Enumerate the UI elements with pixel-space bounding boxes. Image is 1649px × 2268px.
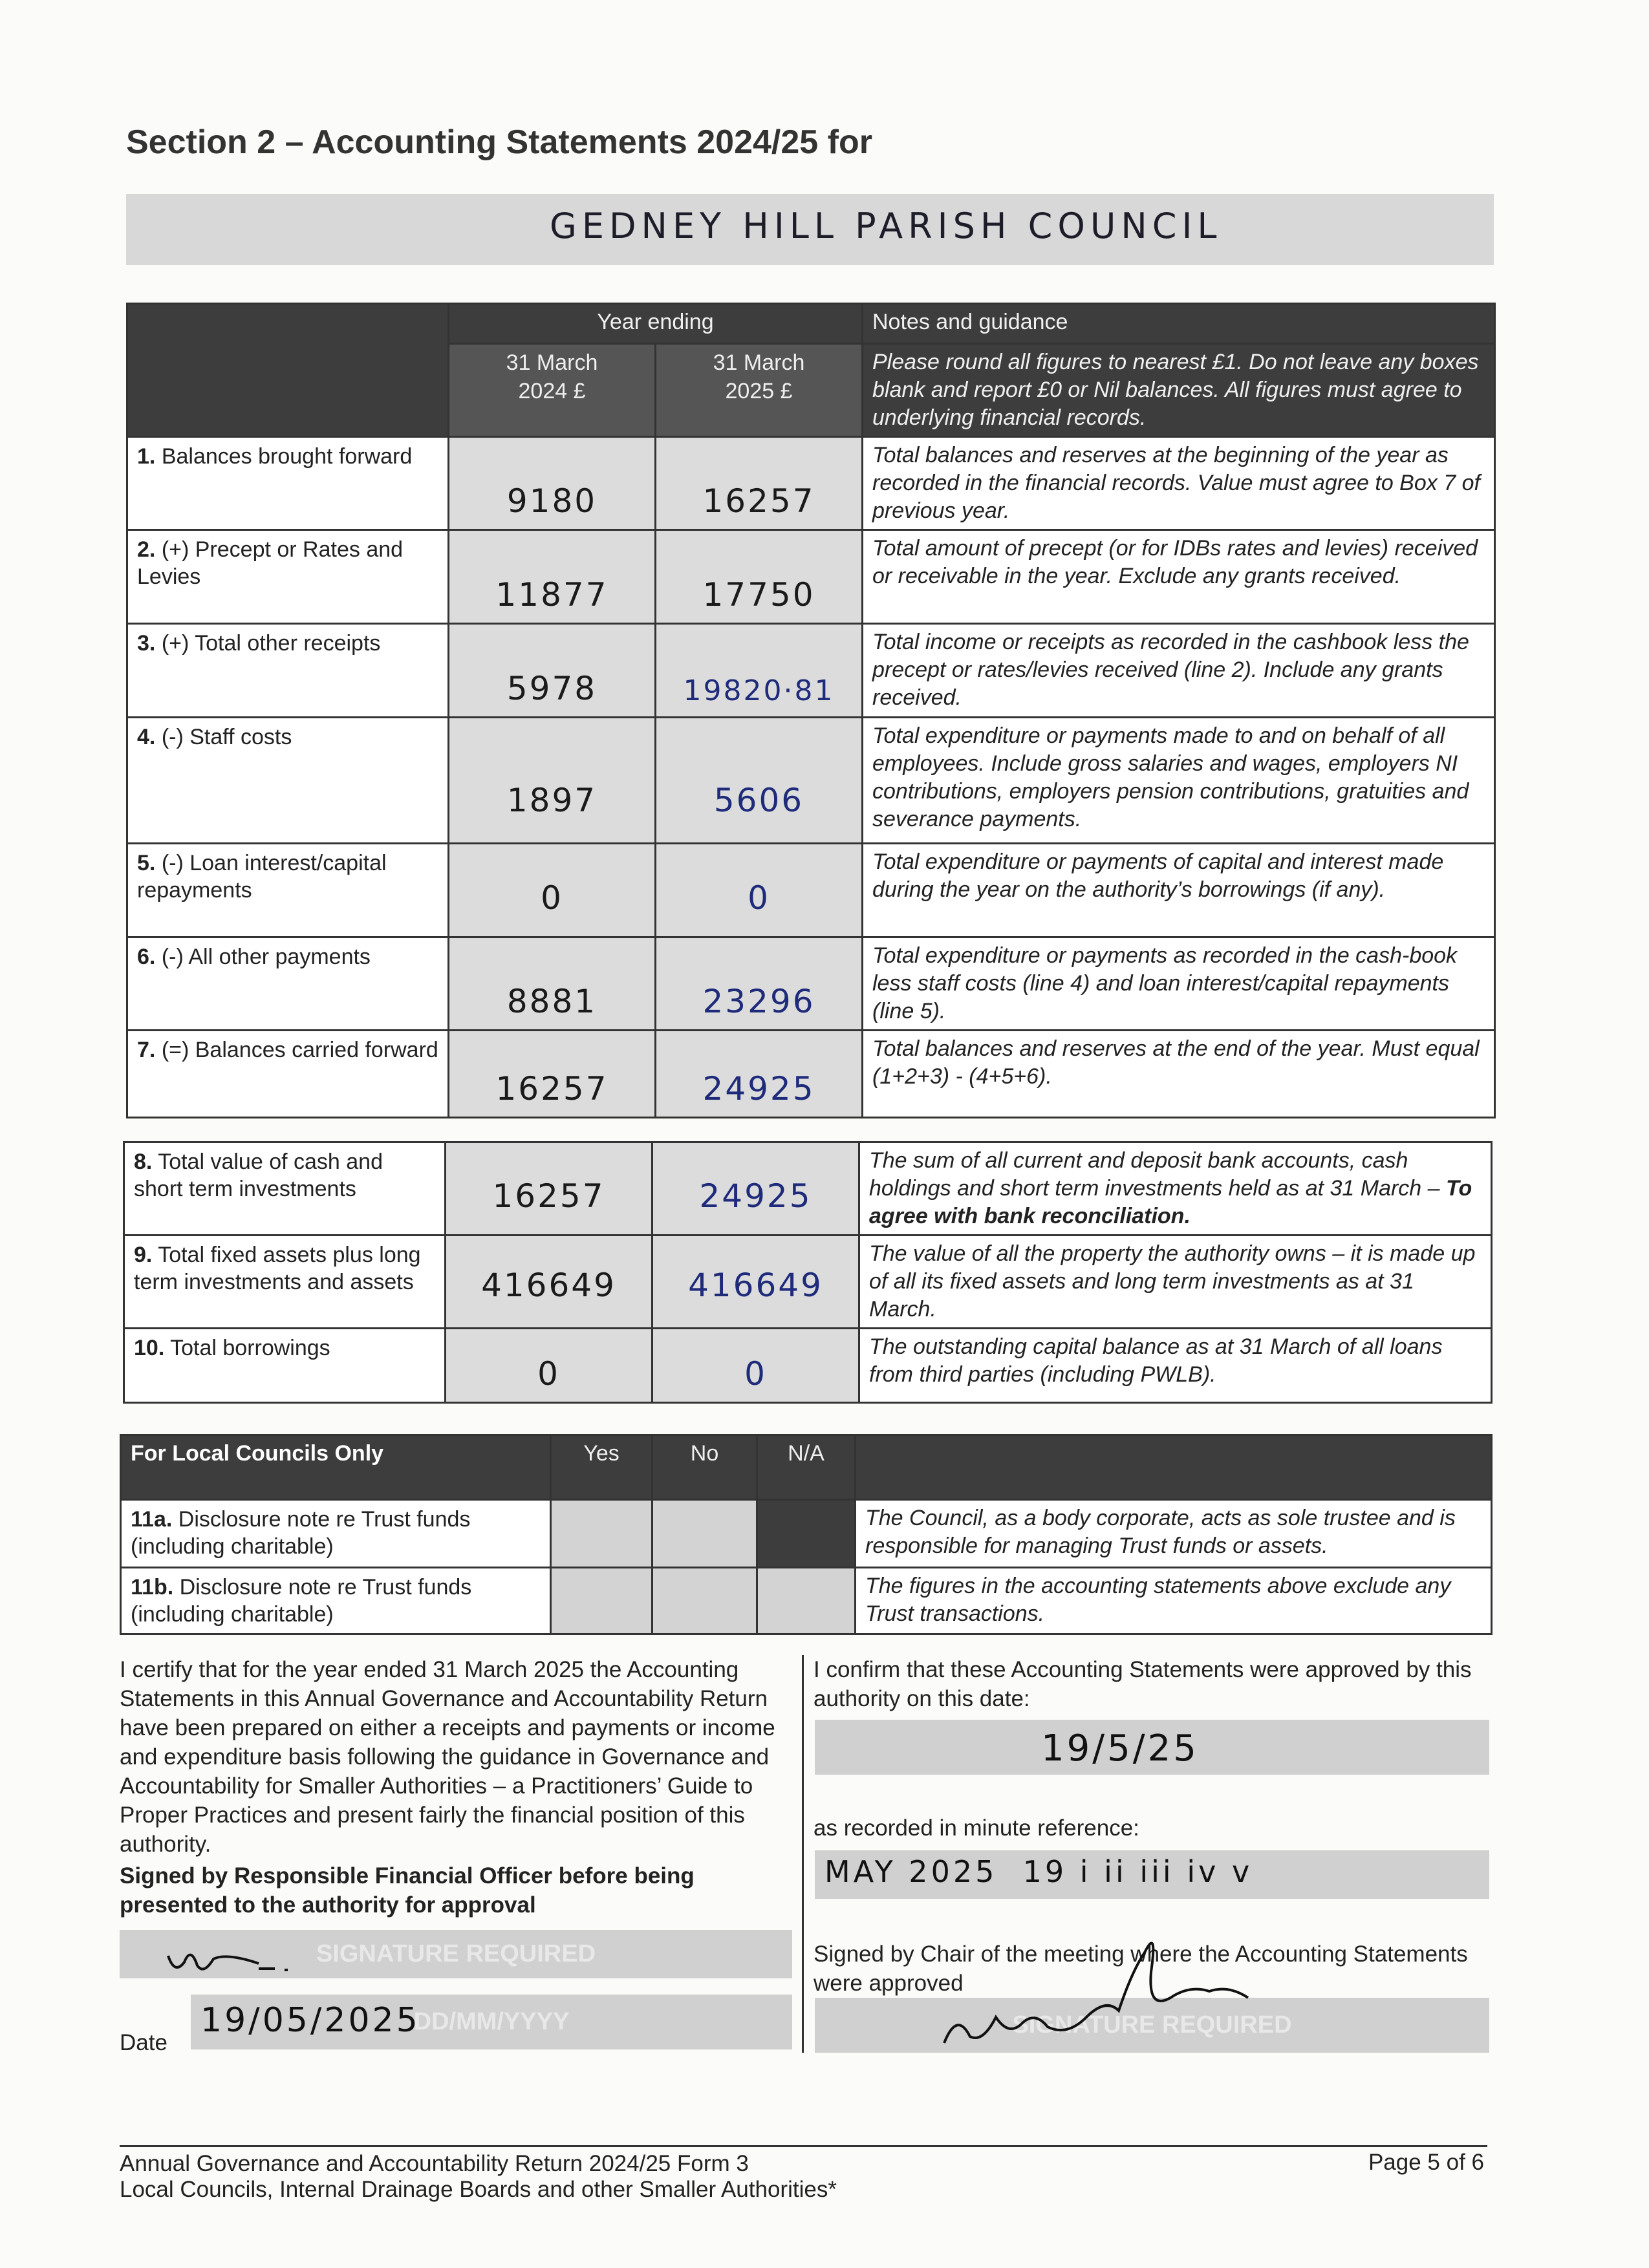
value-2024-cell[interactable] xyxy=(446,1236,652,1329)
value-2024-cell[interactable] xyxy=(449,844,656,937)
value-2024: 0 xyxy=(537,1355,560,1393)
value-2024-cell[interactable] xyxy=(449,1031,656,1118)
footer-line-1: Annual Governance and Accountability Return 2024/25 Form 3 xyxy=(120,2151,749,2176)
col-2024-label: 31 March 2024 £ xyxy=(506,350,598,403)
rfo-date-placeholder: DD/MM/YYYY xyxy=(413,2008,570,2035)
row-label xyxy=(127,624,449,718)
row-label xyxy=(127,718,449,844)
row-label xyxy=(127,1031,449,1118)
value-2024-cell[interactable] xyxy=(449,437,656,530)
yes-checkbox[interactable] xyxy=(551,1500,652,1568)
table-row xyxy=(127,530,1495,624)
chair-signed-label: Signed by Chair of the meeting where the Accounting Statements were approved xyxy=(814,1942,1468,1996)
table-row xyxy=(121,1500,1492,1568)
na-checkbox[interactable] xyxy=(757,1568,856,1634)
row-number: 11a. xyxy=(131,1507,173,1532)
value-2025-cell[interactable] xyxy=(656,937,863,1031)
no-checkbox[interactable] xyxy=(652,1500,757,1568)
row-label xyxy=(127,937,449,1031)
value-2025: 5606 xyxy=(713,782,804,819)
notes-header: Notes and guidance xyxy=(863,304,1495,344)
table-row xyxy=(127,937,1495,1031)
row-label-text: (-) Loan interest/capital repayments xyxy=(137,851,387,903)
table-row xyxy=(124,1142,1492,1236)
divider xyxy=(802,1655,804,2053)
row-number: 6. xyxy=(137,945,156,969)
row-note: Total balances and reserves at the beginning of the year as recorded in the financial records. Value must agree to Box 7 of previous year. xyxy=(863,437,1495,530)
table-row xyxy=(124,1236,1492,1329)
row-label-text: Total borrowings xyxy=(170,1336,330,1360)
row-label-text: Total fixed assets plus long term investments and assets xyxy=(134,1243,421,1294)
value-2024-cell[interactable] xyxy=(449,624,656,718)
row-label-text: (+) Total other receipts xyxy=(161,631,381,656)
row-number: 3. xyxy=(137,631,156,656)
row-label-text: Balances brought forward xyxy=(161,444,413,469)
rfo-certification xyxy=(120,1655,792,1920)
col-2024-header xyxy=(449,344,656,437)
row-note xyxy=(859,1142,1492,1236)
row-label-text: (-) All other payments xyxy=(161,945,371,969)
row-note: The value of all the property the authority owns – it is made up of all its fixed assets and long term investments as at 31 March. xyxy=(859,1236,1492,1329)
value-2024: 1897 xyxy=(506,782,598,819)
value-2024: 416649 xyxy=(481,1267,616,1304)
row-label-text: Total value of cash and short term investments xyxy=(134,1150,383,1201)
row-label xyxy=(121,1500,551,1568)
row-note: Total expenditure or payments made to and on behalf of all employees. Include gross salaries and wages, employers NI contributions, employers pension contributions, gratuities and severance payments. xyxy=(863,718,1495,844)
table-row xyxy=(127,844,1495,937)
authority-name: GEDNEY HILL PARISH COUNCIL xyxy=(550,206,1222,246)
certification-text: I certify that for the year ended 31 March 2025 the Accounting Statements in this Annual Governance and Accountability Return have been prepared on either a receipts and payments or income and expenditure basis following the guidance in Governance and Accountability for Smaller Authorities – a Practitioners’ Guide to Proper Practices and present fairly the financial position of this authority. xyxy=(120,1657,775,1857)
value-2024: 16257 xyxy=(495,1070,609,1107)
local-councils-table xyxy=(120,1434,1493,1635)
row-note-text: The sum of all current and deposit bank accounts, cash holdings and short term investments held as at 31 March – xyxy=(869,1148,1440,1201)
table-row xyxy=(127,624,1495,718)
col-2025-header xyxy=(656,344,863,437)
row-label-text: (=) Balances carried forward xyxy=(161,1038,438,1062)
row-note: Total income or receipts as recorded in the cashbook less the precept or rates/levies received (line 2). Include any grants received. xyxy=(863,624,1495,718)
value-2024-cell[interactable] xyxy=(446,1142,652,1236)
yes-checkbox[interactable] xyxy=(551,1568,652,1634)
rfo-signature xyxy=(162,1936,310,1982)
minute-reference-label: as recorded in minute reference: xyxy=(814,1815,1139,1841)
accounting-statements-table xyxy=(126,303,1496,1118)
year-ending-header: Year ending xyxy=(449,304,863,344)
approval-date-value: 19/5/25 xyxy=(1041,1728,1199,1770)
no-checkbox[interactable] xyxy=(652,1568,757,1634)
row-label-text: Disclosure note re Trust funds (including charitable) xyxy=(131,1575,472,1627)
col-2025-label: 31 March 2025 £ xyxy=(713,350,805,403)
approval-statement: I confirm that these Accounting Statements were approved by this authority on this date: xyxy=(814,1657,1472,1711)
value-2024: 11877 xyxy=(495,576,609,614)
table-row xyxy=(121,1568,1492,1634)
row-label xyxy=(124,1142,446,1236)
row-number: 8. xyxy=(134,1150,153,1174)
value-2025-cell[interactable] xyxy=(652,1142,859,1236)
row-note: Total expenditure or payments of capital and interest made during the year on the authority’s borrowings (if any). xyxy=(863,844,1495,937)
yes-column-header: Yes xyxy=(551,1435,652,1500)
value-2025-cell[interactable] xyxy=(656,844,863,937)
value-2024-cell[interactable] xyxy=(449,718,656,844)
value-2025: 19820·81 xyxy=(683,674,835,707)
table-row xyxy=(127,718,1495,844)
na-checkbox[interactable] xyxy=(757,1500,856,1568)
table-row xyxy=(124,1329,1492,1403)
value-2025-cell[interactable] xyxy=(656,624,863,718)
table-row xyxy=(127,437,1495,530)
row-number: 10. xyxy=(134,1336,165,1360)
assets-table xyxy=(123,1141,1493,1404)
row-number: 9. xyxy=(134,1243,153,1267)
row-label xyxy=(127,437,449,530)
rfo-signature-placeholder: SIGNATURE REQUIRED xyxy=(316,1940,596,1967)
chair-signature-placeholder: SIGNATURE REQUIRED xyxy=(1012,2011,1292,2038)
row-label xyxy=(124,1236,446,1329)
local-councils-blank-header xyxy=(856,1435,1492,1500)
value-2025-cell[interactable] xyxy=(656,718,863,844)
row-note: Total expenditure or payments as recorded in the cash-book less staff costs (line 4) and loan interest/capital repayments (line 5). xyxy=(863,937,1495,1031)
footer-line-2: Local Councils, Internal Drainage Boards and other Smaller Authorities* xyxy=(120,2177,837,2202)
row-label xyxy=(127,530,449,624)
row-note: The Council, as a body corporate, acts as sole trustee and is responsible for managing Trust funds or assets. xyxy=(856,1500,1492,1568)
value-2024: 9180 xyxy=(506,482,598,520)
row-number: 1. xyxy=(137,444,156,469)
value-2025: 416649 xyxy=(688,1267,823,1304)
value-2025-cell[interactable] xyxy=(652,1236,859,1329)
row-note: Total balances and reserves at the end of the year. Must equal (1+2+3) - (4+5+6). xyxy=(863,1031,1495,1118)
page-title: Section 2 – Accounting Statements 2024/25 for xyxy=(126,123,872,161)
row-label xyxy=(124,1329,446,1403)
page-number: Page 5 of 6 xyxy=(1368,2150,1484,2175)
value-2024: 0 xyxy=(541,879,563,917)
rfo-date-value: 19/05/2025 xyxy=(200,2001,420,2040)
value-2025: 0 xyxy=(748,879,770,917)
no-column-header: No xyxy=(652,1435,757,1500)
row-number: 5. xyxy=(137,851,156,875)
value-2025: 23296 xyxy=(702,983,815,1020)
value-2024: 16257 xyxy=(492,1177,605,1215)
row-number: 4. xyxy=(137,725,156,749)
row-label xyxy=(121,1568,551,1634)
row-label-text: Disclosure note re Trust funds (including charitable) xyxy=(131,1507,471,1559)
value-2025-cell[interactable] xyxy=(656,1031,863,1118)
rfo-signed-label: Signed by Responsible Financial Officer before being presented to the authority for approval xyxy=(120,1863,695,1918)
value-2024: 5978 xyxy=(506,670,598,707)
header-blank xyxy=(127,304,449,437)
page-footer xyxy=(120,2145,1487,2203)
row-number: 11b. xyxy=(131,1575,174,1599)
value-2025-cell[interactable] xyxy=(656,437,863,530)
row-label xyxy=(127,844,449,937)
date-label: Date xyxy=(120,2030,167,2055)
row-label-text: (+) Precept or Rates and Levies xyxy=(137,537,404,589)
row-label-text: (-) Staff costs xyxy=(161,725,292,749)
row-note-bold: To agree with bank reconciliation. xyxy=(869,1176,1472,1228)
value-2025: 0 xyxy=(744,1355,767,1393)
minute-reference-value: MAY 2025 19 i ii iii iv v xyxy=(824,1854,1253,1889)
local-councils-heading: For Local Councils Only xyxy=(121,1435,551,1500)
header-guidance-note: Please round all figures to nearest £1. Do not leave any boxes blank and report £0 or Nil balances. All figures must agree to underlying financial records. xyxy=(863,344,1495,437)
row-note: The outstanding capital balance as at 31 March of all loans from third parties (including PWLB). xyxy=(859,1329,1492,1403)
row-note: Total amount of precept (or for IDBs rates and levies) received or receivable in the year. Exclude any grants received. xyxy=(863,530,1495,624)
row-number: 7. xyxy=(137,1038,156,1062)
row-number: 2. xyxy=(137,537,156,562)
value-2025-cell[interactable] xyxy=(656,530,863,624)
value-2025: 24925 xyxy=(702,1070,815,1107)
value-2025-cell[interactable] xyxy=(652,1329,859,1403)
table-row xyxy=(127,1031,1495,1118)
value-2025: 17750 xyxy=(702,576,815,614)
row-note: The figures in the accounting statements above exclude any Trust transactions. xyxy=(856,1568,1492,1634)
chair-signature xyxy=(938,1914,1300,2056)
value-2024-cell[interactable] xyxy=(446,1329,652,1403)
value-2024-cell[interactable] xyxy=(449,937,656,1031)
value-2025: 24925 xyxy=(699,1177,812,1215)
value-2025: 16257 xyxy=(702,482,815,520)
value-2024: 8881 xyxy=(506,983,598,1020)
na-column-header: N/A xyxy=(757,1435,856,1500)
value-2024-cell[interactable] xyxy=(449,530,656,624)
